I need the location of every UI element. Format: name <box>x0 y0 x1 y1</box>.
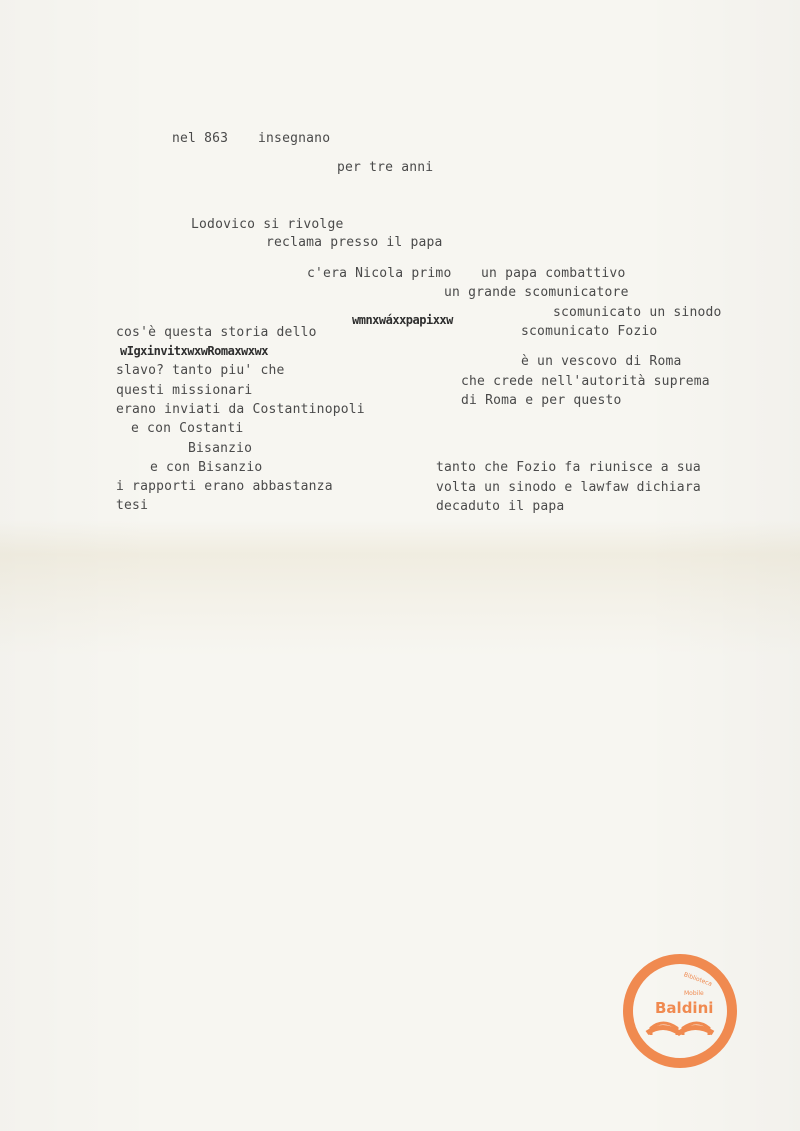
right-line-4: scomunicato Fozio <box>521 324 658 339</box>
logo-name: Baldini <box>655 999 714 1017</box>
verb-line: insegnano <box>258 131 331 146</box>
right-line-1: un papa combattivo <box>481 266 626 281</box>
right-line-3: scomunicato un sinodo <box>553 305 722 320</box>
right-line-7: di Roma e per questo <box>461 393 622 408</box>
lodovico-line: Lodovico si rivolge <box>191 217 344 232</box>
right-line-5: è un vescovo di Roma <box>521 354 682 369</box>
left-line-4: questi missionari <box>116 383 253 398</box>
library-logo <box>621 952 739 1070</box>
reclama-line: reclama presso il papa <box>266 235 443 250</box>
left-line-9: i rapporti erano abbastanza <box>116 479 333 494</box>
left-line-5: erano inviati da Costantinopoli <box>116 402 365 417</box>
left-line-2-struck: wIgxinvitxwxwRomaxwxwx <box>120 344 268 358</box>
left-line-1: cos'è questa storia dello <box>116 325 317 340</box>
left-line-6: e con Costanti <box>131 421 244 436</box>
struck-text: wmnxwáxxpapixxw <box>352 313 453 327</box>
right-line-8: tanto che Fozio fa riunisce a sua <box>436 460 701 475</box>
right-line-9: volta un sinodo e lawfaw dichiara <box>436 480 701 495</box>
nicola-line: c'era Nicola primo <box>307 266 452 281</box>
right-line-6: che crede nell'autorità suprema <box>461 374 710 389</box>
logo-top-text: Biblioteca <box>682 971 713 988</box>
left-line-3: slavo? tanto piu' che <box>116 363 285 378</box>
right-line-10: decaduto il papa <box>436 499 565 514</box>
duration-line: per tre anni <box>337 160 434 175</box>
left-line-10: tesi <box>116 498 149 513</box>
left-line-8: e con Bisanzio <box>150 460 263 475</box>
year-line: nel 863 <box>172 131 229 146</box>
left-line-7: Bisanzio <box>188 441 253 456</box>
right-line-2: un grande scomunicatore <box>444 285 629 300</box>
logo-sub-text: Mobile <box>684 990 704 997</box>
